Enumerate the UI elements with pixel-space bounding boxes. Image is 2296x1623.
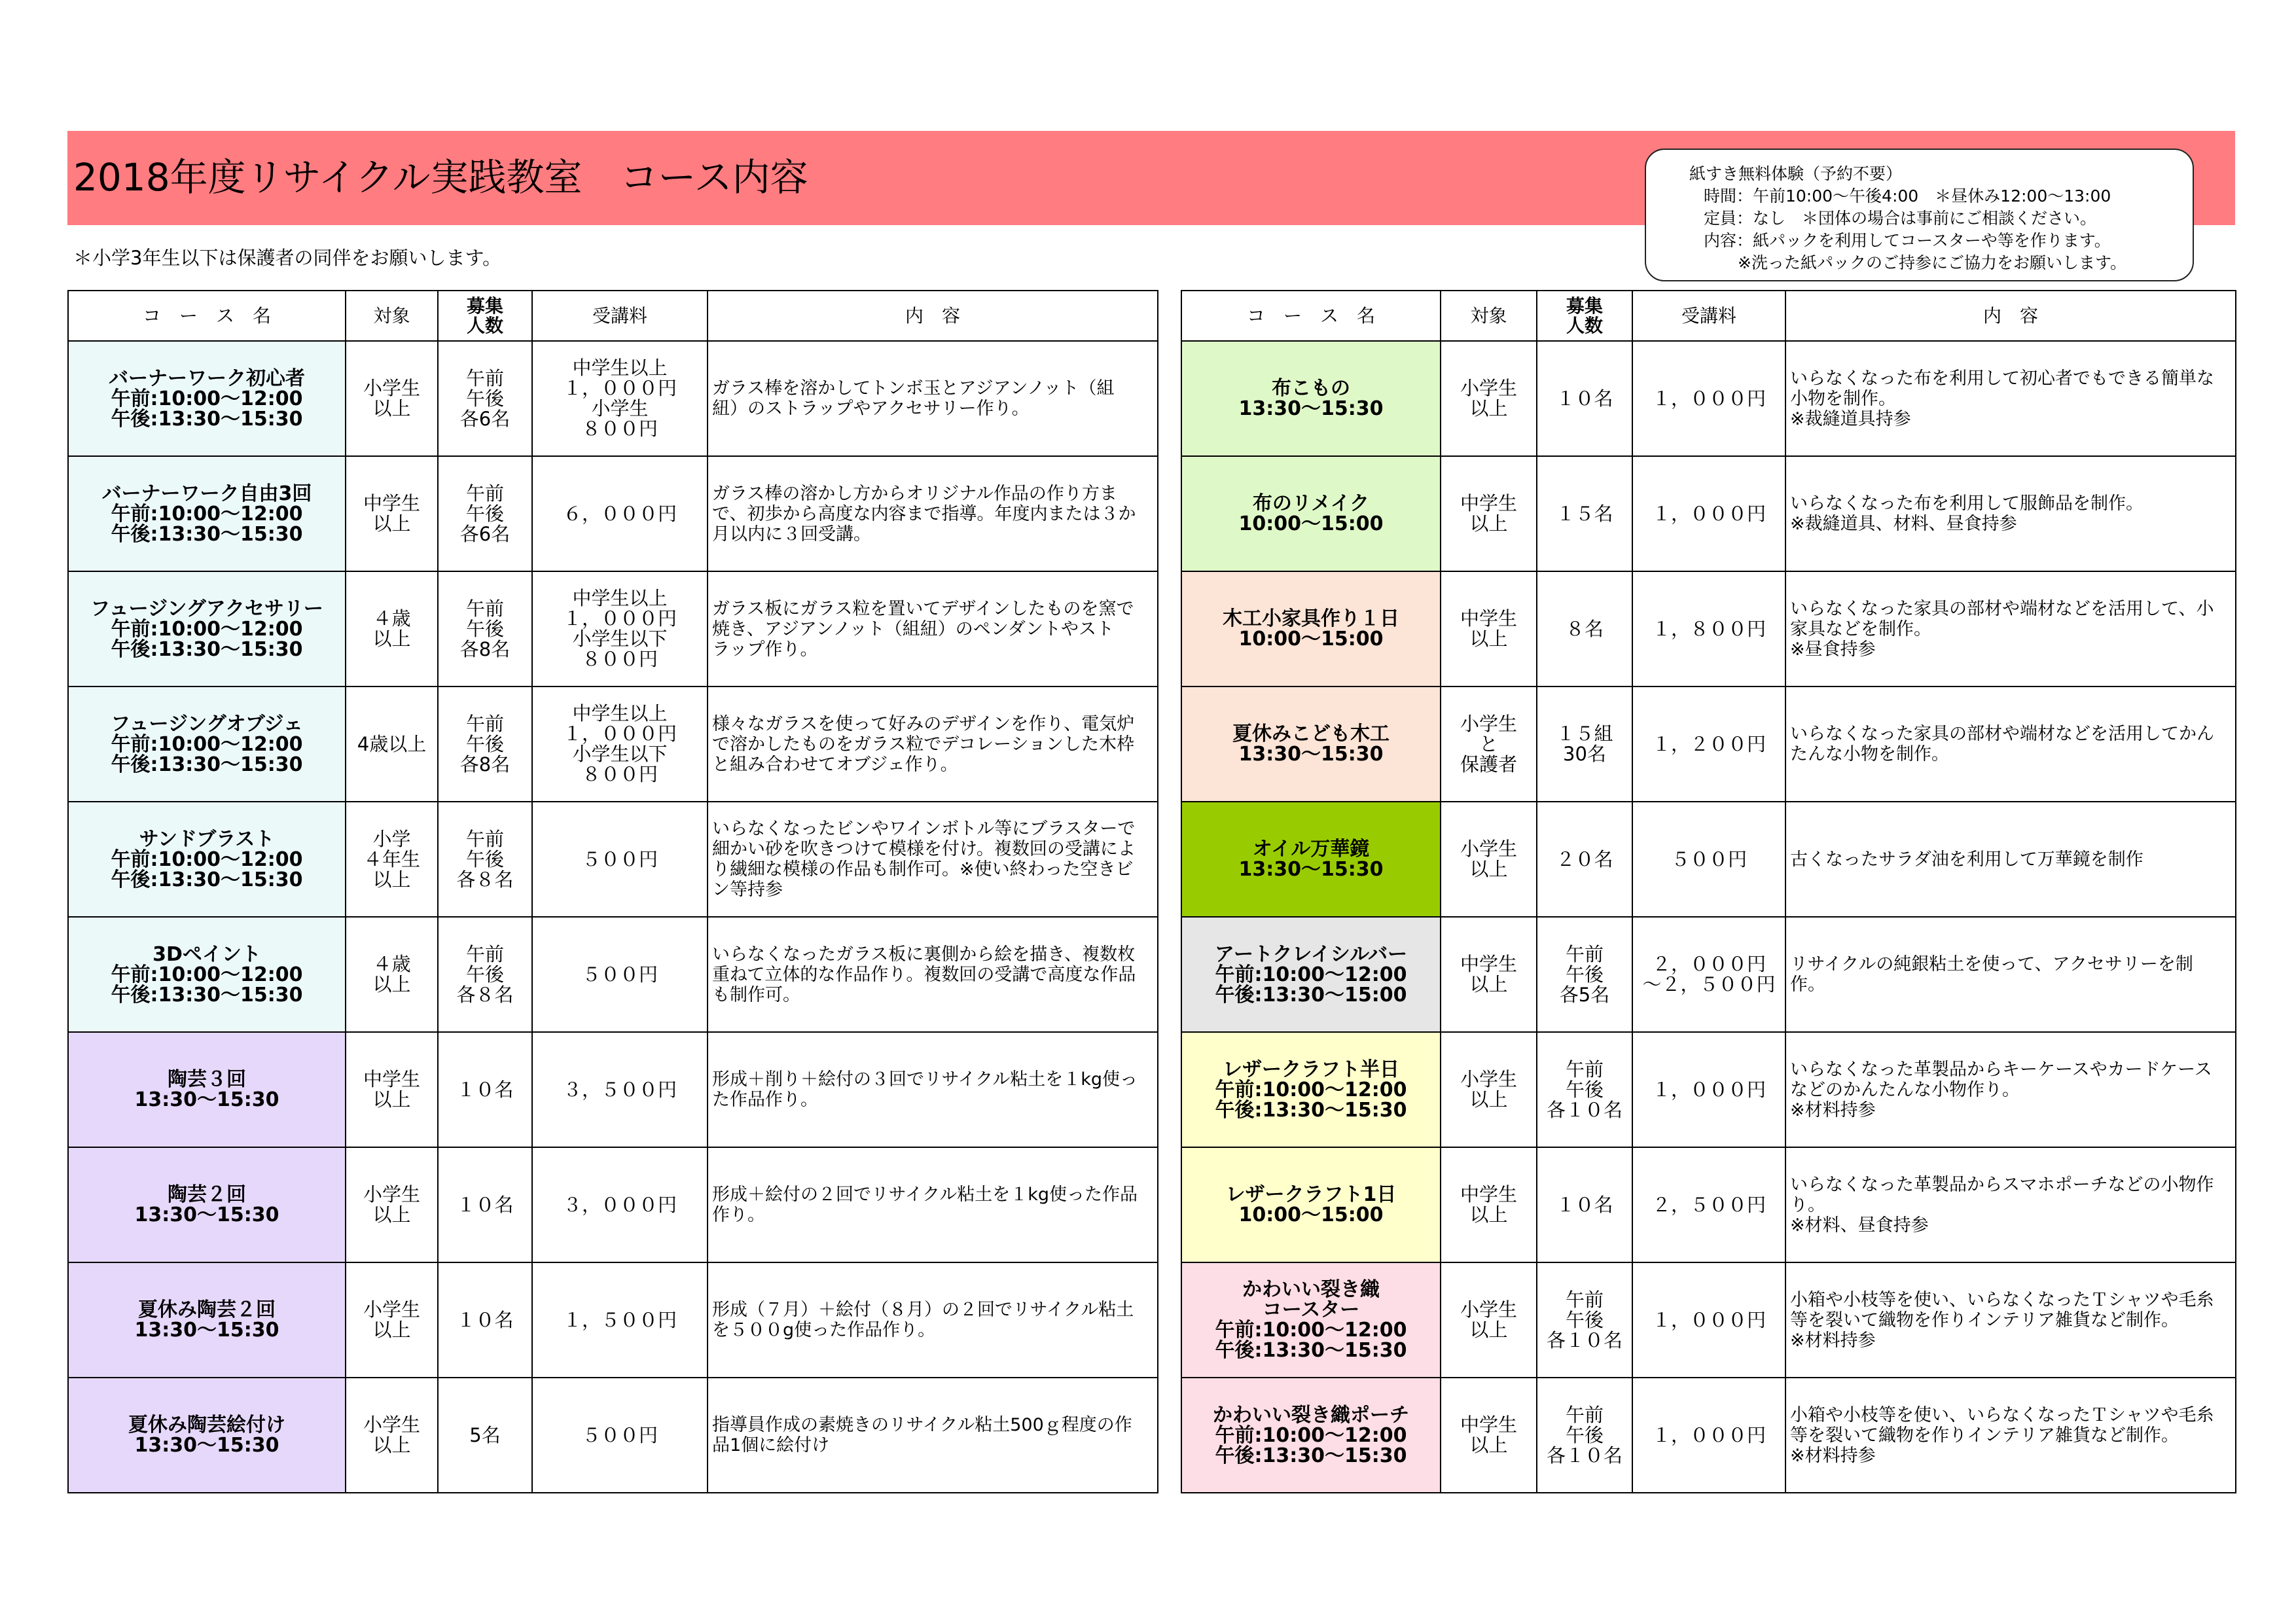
right-course-table [1181, 290, 2236, 1493]
fee-cell: 中学生以上 １，０００円 小学生 ８００円 [532, 341, 708, 456]
target-cell: 中学生 以上 [346, 1032, 438, 1147]
table-row [68, 341, 1158, 456]
table-row [1181, 571, 2236, 687]
capacity-cell: 午前 午後 各6名 [438, 456, 532, 571]
info-box-content: 内容：紙パックを利用してコースターや等を作ります。 [1704, 231, 2111, 250]
target-cell: 中学生 以上 [1441, 1378, 1537, 1493]
capacity-cell: 午前 午後 各１０名 [1537, 1262, 1632, 1378]
fee-cell: １，０００円 [1632, 1032, 1785, 1147]
content-cell: 形成＋絵付の２回でリサイクル粘土を１kg使った作品 作り。 [708, 1147, 1158, 1262]
course-name-cell: 夏休みこども木工 13:30〜15:30 [1181, 687, 1441, 802]
content-cell: いらなくなった革製品からキーケースやカードケース などのかんたんな小物作り。 ※材料持参 [1785, 1032, 2236, 1147]
capacity-cell: ８名 [1537, 571, 1632, 687]
course-name-cell: アートクレイシルバー 午前:10:00〜12:00 午後:13:30〜15:00 [1181, 917, 1441, 1032]
column-header-course: コ ー ス 名 [68, 291, 346, 341]
fee-cell: 中学生以上 １，０００円 小学生以下 ８００円 [532, 687, 708, 802]
target-cell: 小学生 以上 [1441, 1262, 1537, 1378]
content-cell: いらなくなった布を利用して初心者でもできる簡単な 小物を制作。 ※裁縫道具持参 [1785, 341, 2236, 456]
page-title: 2018年度リサイクル実践教室 コース内容 [73, 155, 808, 200]
fee-cell: ６，０００円 [532, 456, 708, 571]
capacity-cell: 午前 午後 各８名 [438, 802, 532, 917]
table-row [1181, 687, 2236, 802]
content-cell: リサイクルの純銀粘土を使って、アクセサリーを制 作。 [1785, 917, 2236, 1032]
fee-cell: ５００円 [1632, 802, 1785, 917]
capacity-cell: 午前 午後 各１０名 [1537, 1378, 1632, 1493]
course-name-cell: 夏休み陶芸絵付け 13:30〜15:30 [68, 1378, 346, 1493]
course-name-cell: 夏休み陶芸２回 13:30〜15:30 [68, 1262, 346, 1378]
fee-cell: ５００円 [532, 1378, 708, 1493]
fee-cell: ５００円 [532, 802, 708, 917]
left-course-table [67, 290, 1158, 1493]
capacity-cell: 午前 午後 各6名 [438, 341, 532, 456]
content-cell: いらなくなった家具の部材や端材などを活用して、小 家具などを制作。 ※昼食持参 [1785, 571, 2236, 687]
column-header-target: 対象 [1441, 291, 1537, 341]
content-cell: 小箱や小枝等を使い、いらなくなったＴシャツや毛糸 等を裂いて織物を作りインテリア雑貨など制作。 ※材料持参 [1785, 1378, 2236, 1493]
course-name-cell: 陶芸３回 13:30〜15:30 [68, 1032, 346, 1147]
course-name-cell: 木工小家具作り１日 10:00〜15:00 [1181, 571, 1441, 687]
table-row [68, 456, 1158, 571]
capacity-cell: 午前 午後 各5名 [1537, 917, 1632, 1032]
content-cell: いらなくなった家具の部材や端材などを活用してかん たんな小物を制作。 [1785, 687, 2236, 802]
target-cell: 小学生 と 保護者 [1441, 687, 1537, 802]
course-name-cell: バーナーワーク初心者 午前:10:00〜12:00 午後:13:30〜15:30 [68, 341, 346, 456]
course-name-cell: オイル万華鏡 13:30〜15:30 [1181, 802, 1441, 917]
table-row [1181, 341, 2236, 456]
content-cell: ガラス板にガラス粒を置いてデザインしたものを窯で 焼き、アジアンノット（組紐）のペンダントやスト ラップ作り。 [708, 571, 1158, 687]
fee-cell: １，０００円 [1632, 1378, 1785, 1493]
target-cell: 中学生 以上 [1441, 917, 1537, 1032]
content-cell: 形成＋削り＋絵付の３回でリサイクル粘土を１kg使っ た作品作り。 [708, 1032, 1158, 1147]
target-cell: ４歳 以上 [346, 917, 438, 1032]
right-table-body [1181, 341, 2236, 1493]
column-header-fee: 受講料 [532, 291, 708, 341]
table-header-row [1181, 291, 2236, 341]
course-name-cell: 3Dペイント 午前:10:00〜12:00 午後:13:30〜15:30 [68, 917, 346, 1032]
content-cell: いらなくなったガラス板に裏側から絵を描き、複数枚 重ねて立体的な作品作り。複数回の受講で高度な作品 も制作可。 [708, 917, 1158, 1032]
fee-cell: １，０００円 [1632, 341, 1785, 456]
course-name-cell: フュージングオブジェ 午前:10:00〜12:00 午後:13:30〜15:30 [68, 687, 346, 802]
content-cell: 形成（７月）＋絵付（８月）の２回でリサイクル粘土 を５００g使った作品作り。 [708, 1262, 1158, 1378]
column-header-fee: 受講料 [1632, 291, 1785, 341]
capacity-cell: 午前 午後 各8名 [438, 571, 532, 687]
table-row [68, 1262, 1158, 1378]
target-cell: 小学生 以上 [1441, 341, 1537, 456]
capacity-cell: １０名 [1537, 341, 1632, 456]
table-row [68, 687, 1158, 802]
fee-cell: ３，０００円 [532, 1147, 708, 1262]
capacity-cell: １５名 [1537, 456, 1632, 571]
target-cell: 中学生 以上 [1441, 456, 1537, 571]
target-cell: 小学生 以上 [346, 1147, 438, 1262]
column-header-capacity: 募集 人数 [438, 291, 532, 341]
column-header-target: 対象 [346, 291, 438, 341]
course-name-cell: バーナーワーク自由3回 午前:10:00〜12:00 午後:13:30〜15:30 [68, 456, 346, 571]
left-table-body [68, 341, 1158, 1493]
content-cell: 小箱や小枝等を使い、いらなくなったＴシャツや毛糸 等を裂いて織物を作りインテリア雑貨など制作。 ※材料持参 [1785, 1262, 2236, 1378]
fee-cell: １，０００円 [1632, 1262, 1785, 1378]
course-name-cell: かわいい裂き織ポーチ 午前:10:00〜12:00 午後:13:30〜15:30 [1181, 1378, 1441, 1493]
fee-cell: １，８００円 [1632, 571, 1785, 687]
target-cell: 中学生 以上 [346, 456, 438, 571]
fee-cell: ５００円 [532, 917, 708, 1032]
table-row [1181, 1378, 2236, 1493]
target-cell: 小学生 以上 [1441, 802, 1537, 917]
target-cell: ４歳 以上 [346, 571, 438, 687]
content-cell: 様々なガラスを使って好みのデザインを作り、電気炉 で溶かしたものをガラス粒でデコレーションした木枠 と組み合わせてオブジェ作り。 [708, 687, 1158, 802]
capacity-cell: １０名 [438, 1147, 532, 1262]
content-cell: 指導員作成の素焼きのリサイクル粘土500ｇ程度の作 品1個に絵付け [708, 1378, 1158, 1493]
content-cell: 古くなったサラダ油を利用して万華鏡を制作 [1785, 802, 2236, 917]
table-row [68, 1032, 1158, 1147]
info-box-capacity: 定員：なし ＊団体の場合は事前にご相談ください。 [1704, 209, 2097, 228]
content-cell: いらなくなった革製品からスマホポーチなどの小物作 り。 ※材料、昼食持参 [1785, 1147, 2236, 1262]
target-cell: 小学生 以上 [346, 1262, 438, 1378]
fee-cell: １，２００円 [1632, 687, 1785, 802]
target-cell: 小学生 以上 [346, 1378, 438, 1493]
table-row [1181, 1147, 2236, 1262]
table-row [1181, 456, 2236, 571]
capacity-cell: １０名 [438, 1262, 532, 1378]
fee-cell: ２，０００円 〜２，５００円 [1632, 917, 1785, 1032]
capacity-cell: 午前 午後 各１０名 [1537, 1032, 1632, 1147]
table-row [68, 571, 1158, 687]
target-cell: 4歳以上 [346, 687, 438, 802]
fee-cell: １，５００円 [532, 1262, 708, 1378]
target-cell: 中学生 以上 [1441, 571, 1537, 687]
table-row [1181, 1032, 2236, 1147]
capacity-cell: １０名 [438, 1032, 532, 1147]
table-row [68, 917, 1158, 1032]
table-row [1181, 1262, 2236, 1378]
capacity-cell: 午前 午後 各８名 [438, 917, 532, 1032]
capacity-cell: 5名 [438, 1378, 532, 1493]
course-name-cell: レザークラフト1日 10:00〜15:00 [1181, 1147, 1441, 1262]
fee-cell: １，０００円 [1632, 456, 1785, 571]
fee-cell: ３，５００円 [532, 1032, 708, 1147]
table-row [1181, 917, 2236, 1032]
course-name-cell: 陶芸２回 13:30〜15:30 [68, 1147, 346, 1262]
capacity-cell: ２０名 [1537, 802, 1632, 917]
column-header-content: 内 容 [708, 291, 1158, 341]
target-cell: 中学生 以上 [1441, 1147, 1537, 1262]
course-name-cell: かわいい裂き織 コースター 午前:10:00〜12:00 午後:13:30〜15:30 [1181, 1262, 1441, 1378]
target-cell: 小学生 以上 [1441, 1032, 1537, 1147]
target-cell: 小学 ４年生 以上 [346, 802, 438, 917]
course-name-cell: レザークラフト半日 午前:10:00〜12:00 午後:13:30〜15:30 [1181, 1032, 1441, 1147]
fee-cell: ２，５００円 [1632, 1147, 1785, 1262]
guardian-note: ＊小学3年生以下は保護者の同伴をお願いします。 [73, 247, 502, 269]
info-box [1645, 149, 2194, 281]
content-cell: ガラス棒の溶かし方からオリジナル作品の作り方ま で、初歩から高度な内容まで指導。年度内または３か 月以内に３回受講。 [708, 456, 1158, 571]
course-name-cell: サンドブラスト 午前:10:00〜12:00 午後:13:30〜15:30 [68, 802, 346, 917]
info-box-footnote: ※洗った紙パックのご持参にご協力をお願いします。 [1738, 253, 2126, 272]
capacity-cell: １５組 30名 [1537, 687, 1632, 802]
table-row [68, 1378, 1158, 1493]
content-cell: ガラス棒を溶かしてトンボ玉とアジアンノット（組 紐）のストラップやアクセサリー作り。 [708, 341, 1158, 456]
column-header-capacity: 募集 人数 [1537, 291, 1632, 341]
table-row [1181, 802, 2236, 917]
table-row [68, 802, 1158, 917]
target-cell: 小学生 以上 [346, 341, 438, 456]
course-name-cell: フュージングアクセサリー 午前:10:00〜12:00 午後:13:30〜15:30 [68, 571, 346, 687]
info-box-heading: 紙すき無料体験（予約不要） [1689, 164, 1903, 183]
info-box-time: 時間：午前10:00〜午後4:00 ＊昼休み12:00〜13:00 [1704, 187, 2111, 205]
column-header-content: 内 容 [1785, 291, 2236, 341]
course-name-cell: 布のリメイク 10:00〜15:00 [1181, 456, 1441, 571]
capacity-cell: 午前 午後 各8名 [438, 687, 532, 802]
column-header-course: コ ー ス 名 [1181, 291, 1441, 341]
content-cell: いらなくなった布を利用して服飾品を制作。 ※裁縫道具、材料、昼食持参 [1785, 456, 2236, 571]
table-header-row [68, 291, 1158, 341]
fee-cell: 中学生以上 １，０００円 小学生以下 ８００円 [532, 571, 708, 687]
table-row [68, 1147, 1158, 1262]
content-cell: いらなくなったビンやワインボトル等にブラスターで 細かい砂を吹きつけて模様を付け。複数回の受講によ り繊細な模様の作品も制作可。※使い終わった空きビ ン等持参 [708, 802, 1158, 917]
course-name-cell: 布こもの 13:30〜15:30 [1181, 341, 1441, 456]
capacity-cell: １０名 [1537, 1147, 1632, 1262]
